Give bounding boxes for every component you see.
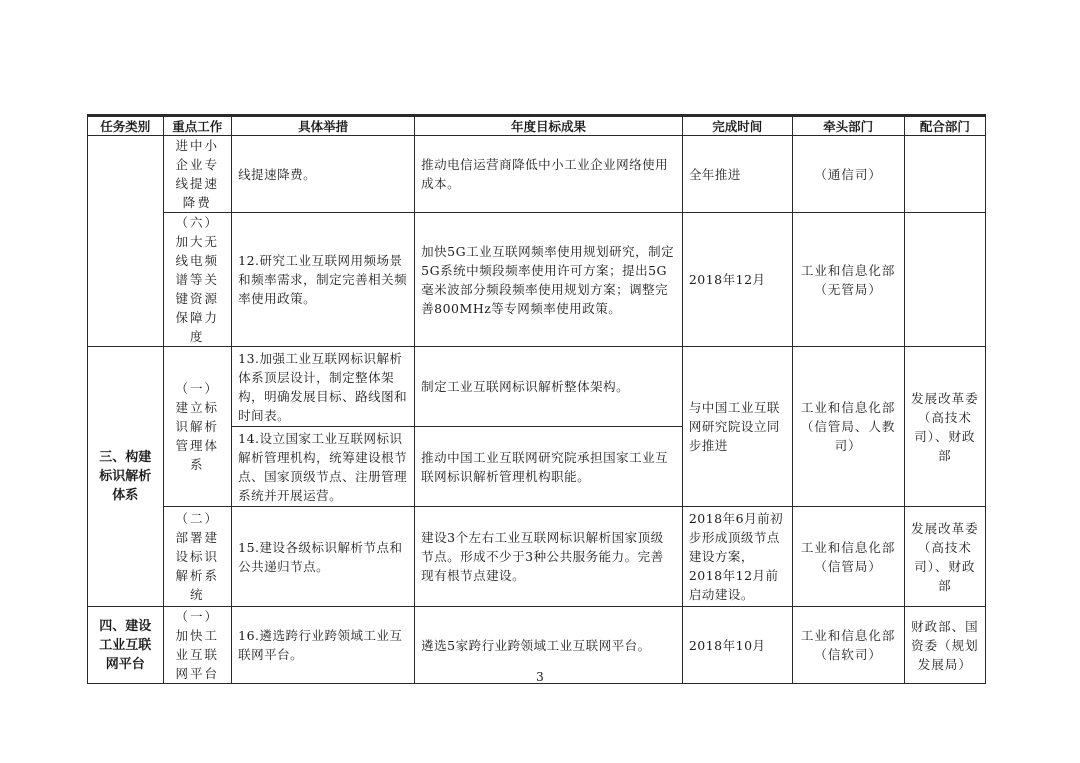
header-cooperating-department: 配合部门: [904, 117, 985, 136]
table-header-row: [88, 117, 986, 136]
goal-cell: 遴选5家跨行业跨领域工业互联网平台。: [415, 607, 683, 684]
lead-dept-cell: 工业和信息化部（信管局、人教司）: [792, 347, 904, 507]
measure-cell: 13.加强工业互联网标识解析体系顶层设计，制定整体架构，明确发展目标、路线图和时间表。: [232, 347, 415, 427]
coop-dept-cell: 发展改革委（高技术司）、财政部: [904, 507, 985, 607]
measure-cell: 15.建设各级标识解析节点和公共递归节点。: [232, 507, 415, 607]
category-cell: 三、构建标识解析体系: [88, 347, 164, 607]
table-row: [88, 213, 986, 347]
key-work-cell: 进中小企业专线提速降费: [163, 136, 232, 213]
key-work-cell: （六）加大无线电频谱等关键资源保障力度: [163, 213, 232, 347]
lead-dept-cell: （通信司）: [792, 136, 904, 213]
goal-cell: 建设3个左右工业互联网标识解析国家顶级节点。形成不少于3种公共服务能力。完善现有根节点建设。: [415, 507, 683, 607]
time-cell: 2018年12月: [682, 213, 792, 347]
time-cell: 与中国工业互联网研究院设立同步推进: [682, 347, 792, 507]
lead-dept-cell: 工业和信息化部（信软司）: [792, 607, 904, 684]
lead-dept-cell: 工业和信息化部（信管局）: [792, 507, 904, 607]
goal-cell: 制定工业互联网标识解析整体架构。: [415, 347, 683, 427]
time-cell: 全年推进: [682, 136, 792, 213]
time-cell: 2018年10月: [682, 607, 792, 684]
category-cell: [88, 136, 164, 347]
goal-cell: 加快5G工业互联网频率使用规划研究，制定5G系统中频段频率使用许可方案；提出5G毫米波部分频段频率使用规划方案；调整完善800MHz等专网频率使用政策。: [415, 213, 683, 347]
category-cell: 四、建设工业互联网平台: [88, 607, 164, 684]
key-work-cell: （二）部署建设标识解析系统: [163, 507, 232, 607]
measure-cell: 16.遴选跨行业跨领域工业互联网平台。: [232, 607, 415, 684]
header-key-work: 重点工作: [163, 117, 232, 136]
key-work-cell: （一）建立标识解析管理体系: [163, 347, 232, 507]
header-completion-time: 完成时间: [682, 117, 792, 136]
header-specific-measures: 具体举措: [232, 117, 415, 136]
header-task-category: 任务类别: [88, 117, 164, 136]
measure-cell: 线提速降费。: [232, 136, 415, 213]
action-plan-table: [87, 116, 986, 684]
coop-dept-cell: [904, 213, 985, 347]
coop-dept-cell: 发展改革委（高技术司）、财政部: [904, 347, 985, 507]
key-work-cell: （一）加快工业互联网平台: [163, 607, 232, 684]
page-number: 3: [536, 670, 544, 684]
lead-dept-cell: 工业和信息化部（无管局）: [792, 213, 904, 347]
time-cell: 2018年6月前初步形成顶级节点建设方案，2018年12月前启动建设。: [682, 507, 792, 607]
measure-cell: 14.设立国家工业互联网标识解析管理机构，统筹建设根节点、国家顶级节点、注册管理系统并开展运营。: [232, 427, 415, 507]
goal-cell: 推动电信运营商降低中小工业企业网络使用成本。: [415, 136, 683, 213]
measure-cell: 12.研究工业互联网用频场景和频率需求，制定完善相关频率使用政策。: [232, 213, 415, 347]
coop-dept-cell: [904, 136, 985, 213]
table-row: [88, 347, 986, 427]
header-lead-department: 牵头部门: [792, 117, 904, 136]
table-row: [88, 136, 986, 213]
table-row: [88, 507, 986, 607]
header-annual-goals: 年度目标成果: [415, 117, 683, 136]
goal-cell: 推动中国工业互联网研究院承担国家工业互联网标识解析管理机构职能。: [415, 427, 683, 507]
coop-dept-cell: 财政部、国资委（规划发展局）: [904, 607, 985, 684]
